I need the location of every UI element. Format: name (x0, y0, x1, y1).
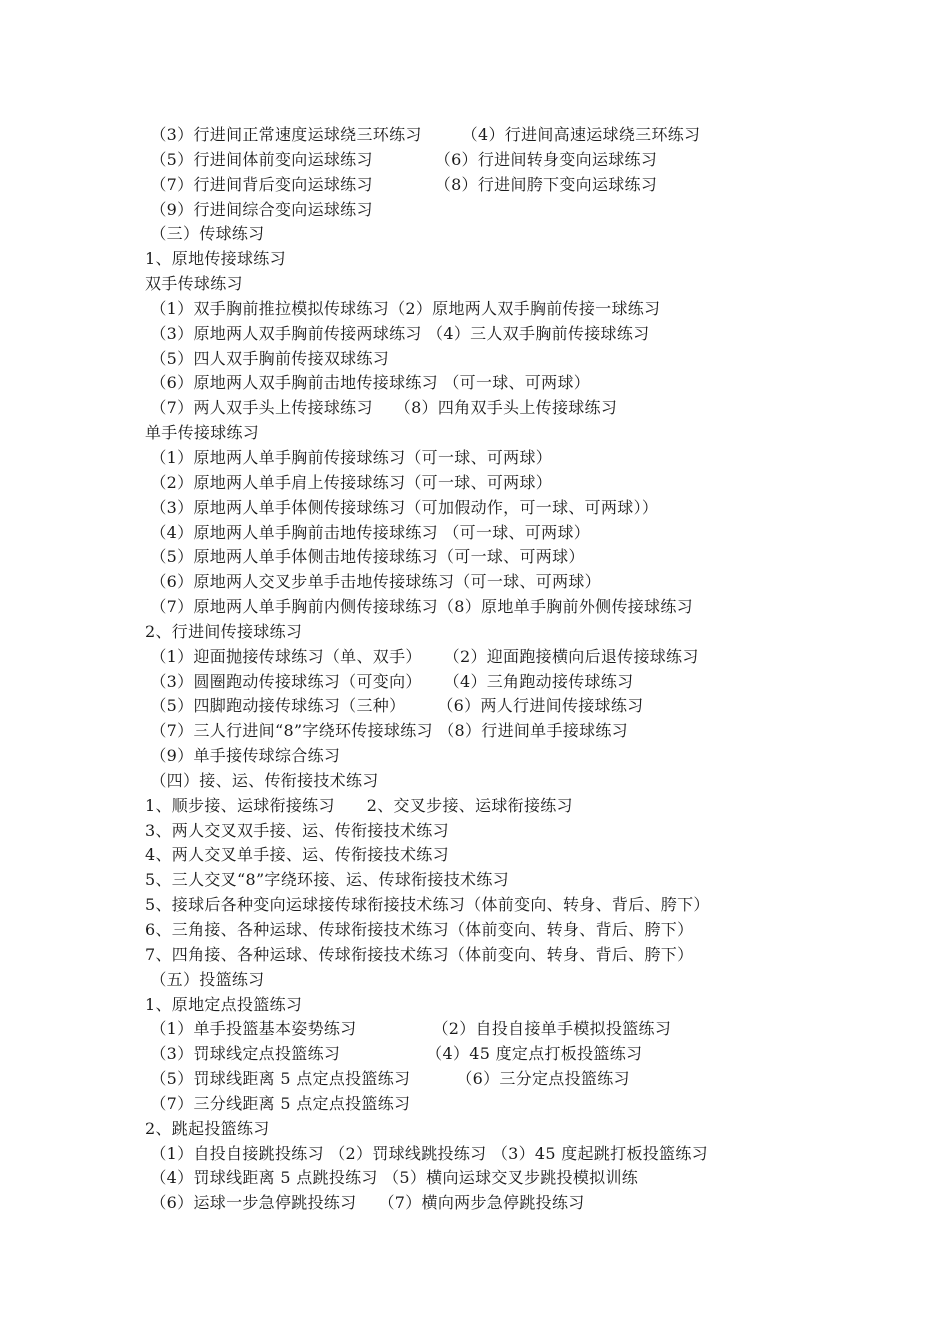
text-line (145, 173, 825, 198)
text-segment: （5）四人双手胸前传接双球练习 (145, 348, 390, 368)
text-segment: （6）原地两人双手胸前击地传接球练习 （可一球、可两球） (145, 373, 591, 393)
text-line (145, 471, 825, 496)
text-segment: （1）迎面抛接传球练习（单、双手） (145, 646, 422, 666)
text-segment: （7）三人行进间“8”字绕环传接球练习 （8）行进间单手接球练习 (145, 721, 628, 741)
text-line (145, 893, 825, 918)
text-line (145, 769, 825, 794)
text-segment: （7）横向两步急停跳投练习 (378, 1193, 585, 1213)
text-line (145, 694, 825, 719)
text-line (145, 545, 825, 570)
text-line (145, 993, 825, 1018)
text-segment: （6）两人行进间传接球练习 (437, 696, 644, 716)
document-body (145, 123, 825, 1216)
text-line (145, 272, 825, 297)
text-segment: （5）原地两人单手体侧击地传接球练习（可一球、可两球） (145, 547, 585, 567)
text-segment: 3、两人交叉双手接、运、传衔接技术练习 (145, 820, 449, 840)
text-segment: 5、接球后各种变向运球接传球衔接技术练习（体前变向、转身、背后、胯下） (145, 895, 710, 915)
text-segment: 单手传接球练习 (145, 423, 260, 443)
text-line (145, 521, 825, 546)
text-line (145, 247, 825, 272)
text-line (145, 148, 825, 173)
text-line (145, 496, 825, 521)
text-line (145, 670, 825, 695)
text-segment: （7）两人双手头上传接球练习 (145, 398, 373, 418)
text-segment: （3）罚球线定点投篮练习 (145, 1044, 341, 1064)
text-segment: 5、三人交叉“8”字绕环接、运、传球衔接技术练习 (145, 870, 509, 890)
text-segment: （4）45 度定点打板投篮练习 (426, 1044, 643, 1064)
text-segment: 4、两人交叉单手接、运、传衔接技术练习 (145, 845, 449, 865)
text-line (145, 396, 825, 421)
text-line (145, 297, 825, 322)
text-segment: 1、原地定点投篮练习 (145, 994, 303, 1014)
text-segment: （7）三分线距离 5 点定点投篮练习 (145, 1093, 411, 1113)
text-segment: （6）原地两人交叉步单手击地传接球练习（可一球、可两球） (145, 572, 601, 592)
text-line (145, 371, 825, 396)
text-segment: （3）行进间正常速度运球绕三环练习 (145, 125, 422, 144)
text-segment: 双手传球练习 (145, 274, 243, 294)
text-line (145, 595, 825, 620)
text-segment: （1）原地两人单手胸前传接球练习（可一球、可两球） (145, 447, 553, 467)
text-line (145, 1017, 825, 1042)
text-segment: （1）单手投篮基本姿势练习 (145, 1019, 357, 1039)
text-line (145, 794, 825, 819)
text-line (145, 570, 825, 595)
text-segment: 1、原地传接球练习 (145, 249, 286, 269)
text-line (145, 347, 825, 372)
text-line (145, 968, 825, 993)
text-line (145, 918, 825, 943)
text-segment: （1）自投自接跳投练习 （2）罚球线跳投练习 （3）45 度起跳打板投篮练习 (145, 1143, 708, 1163)
text-line (145, 1092, 825, 1117)
text-segment: （2）迎面跑接横向后退传接球练习 (443, 646, 699, 666)
text-segment: （7）行进间背后变向运球练习 (145, 174, 373, 194)
text-line (145, 322, 825, 347)
text-segment: （9）单手接传球综合练习 (145, 746, 341, 766)
text-segment: （8）行进间胯下变向运球练习 (434, 174, 658, 194)
text-line (145, 1191, 825, 1216)
text-line (145, 123, 825, 148)
text-segment: （五）投篮练习 (145, 969, 265, 989)
text-segment: （5）罚球线距离 5 点定点投篮练习 (145, 1069, 411, 1089)
text-line (145, 645, 825, 670)
text-line (145, 719, 825, 744)
text-line (145, 421, 825, 446)
text-segment: 2、跳起投篮练习 (145, 1118, 270, 1138)
text-segment: （2）自投自接单手模拟投篮练习 (432, 1019, 672, 1039)
text-segment: （5）四脚跑动接传球练习（三种） (145, 696, 406, 716)
text-segment: （9）行进间综合变向运球练习 (145, 199, 373, 219)
text-segment: （1）双手胸前推拉模拟传球练习（2）原地两人双手胸前传接一球练习 (145, 298, 661, 318)
text-segment: 2、行进间传接球练习 (145, 621, 303, 641)
text-line (145, 1117, 825, 1142)
text-line (145, 1042, 825, 1067)
text-segment: （3）圆圈跑动传接球练习（可变向） (145, 671, 422, 691)
text-line (145, 843, 825, 868)
text-line (145, 1067, 825, 1092)
text-segment: 6、三角接、各种运球、传球衔接技术练习（体前变向、转身、背后、胯下） (145, 920, 694, 939)
text-segment: （7）原地两人单手胸前内侧传接球练习（8）原地单手胸前外侧传接球练习 (145, 597, 693, 617)
text-segment: （6）三分定点投篮练习 (456, 1069, 630, 1089)
text-segment: （四）接、运、传衔接技术练习 (145, 770, 379, 790)
text-segment: （三）传球练习 (145, 224, 265, 244)
text-segment: （5）行进间体前变向运球练习 (145, 149, 373, 169)
text-segment: （8）四角双手头上传接球练习 (394, 398, 618, 418)
text-line (145, 943, 825, 968)
text-line (145, 868, 825, 893)
text-line (145, 744, 825, 769)
text-line (145, 620, 825, 645)
text-segment: （4）罚球线距离 5 点跳投练习 （5）横向运球交叉步跳投模拟训练 (145, 1168, 639, 1188)
text-segment: 2、交叉步接、运球衔接练习 (366, 795, 573, 815)
text-segment: 1、顺步接、运球衔接练习 (145, 795, 335, 815)
text-segment: （4）原地两人单手胸前击地传接球练习 （可一球、可两球） (145, 522, 591, 542)
text-segment: （6）运球一步急停跳投练习 (145, 1193, 357, 1213)
text-segment: （4）行进间高速运球绕三环练习 (461, 125, 701, 144)
text-segment: （3）原地两人单手体侧传接球练习（可加假动作，可一球、可两球）） (145, 497, 659, 517)
text-line (145, 446, 825, 471)
text-segment: （4）三角跑动接传球练习 (443, 671, 634, 691)
text-segment: （3）原地两人双手胸前传接两球练习 （4）三人双手胸前传接球练习 (145, 323, 650, 343)
text-line (145, 198, 825, 223)
text-segment: （6）行进间转身变向运球练习 (434, 149, 658, 169)
text-line (145, 1166, 825, 1191)
text-segment: 7、四角接、各种运球、传球衔接技术练习（体前变向、转身、背后、胯下） (145, 944, 694, 964)
text-line (145, 819, 825, 844)
text-line (145, 1142, 825, 1167)
text-segment: （2）原地两人单手肩上传接球练习（可一球、可两球） (145, 472, 553, 492)
text-line (145, 222, 825, 247)
